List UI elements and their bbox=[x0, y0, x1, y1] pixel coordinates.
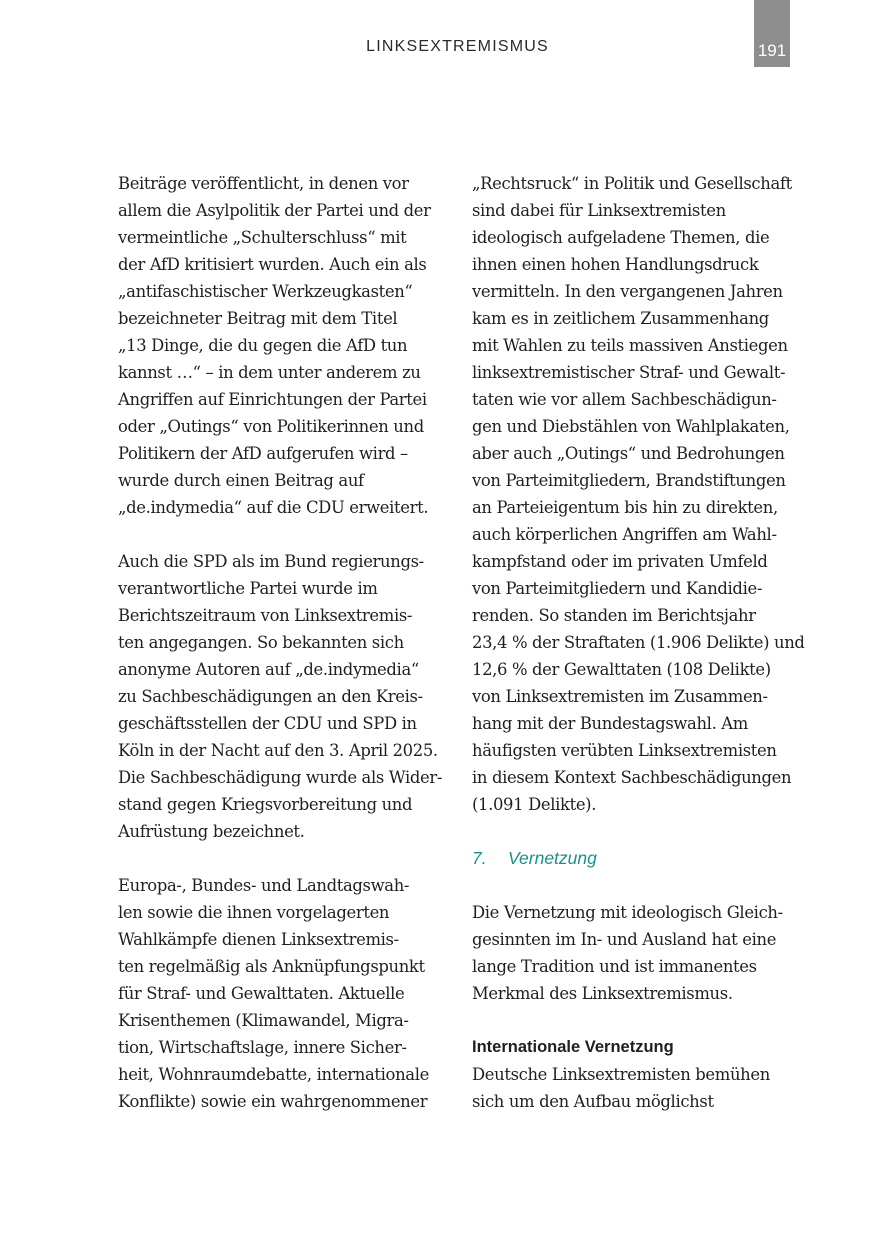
section-title: Vernetzung bbox=[508, 848, 597, 868]
left-column bbox=[118, 170, 443, 1115]
text-line: geschäftsstellen der CDU und SPD in bbox=[118, 714, 417, 733]
paragraph-gap bbox=[472, 818, 794, 845]
text-line: (1.091 Delikte). bbox=[472, 795, 597, 814]
text-line: taten wie vor allem Sachbeschädigun- bbox=[472, 390, 777, 409]
paragraph bbox=[118, 548, 443, 845]
text-line: „Rechtsruck“ in Politik und Gesellschaft bbox=[472, 174, 792, 193]
text-line: bezeichneter Beitrag mit dem Titel bbox=[118, 309, 398, 328]
paragraph-gap bbox=[118, 521, 440, 548]
text-line: sind dabei für Linksextremisten bbox=[472, 201, 726, 220]
paragraph-gap bbox=[118, 845, 440, 872]
text-line: kampfstand oder im privaten Umfeld bbox=[472, 552, 768, 571]
text-line: heit, Wohnraumdebatte, internationale bbox=[118, 1065, 429, 1084]
text-line: sich um den Aufbau möglichst bbox=[472, 1092, 714, 1111]
text-line: tion, Wirtschaftslage, innere Sicher- bbox=[118, 1038, 407, 1057]
section-heading bbox=[472, 845, 794, 872]
text-line: Angriffen auf Einrichtungen der Partei bbox=[118, 390, 427, 409]
text-line: aber auch „Outings“ und Bedrohungen bbox=[472, 444, 785, 463]
text-line: lange Tradition und ist immanentes bbox=[472, 957, 757, 976]
text-line: Wahlkämpfe dienen Linksextremis- bbox=[118, 930, 399, 949]
text-line: häufigsten verübten Linksextremisten bbox=[472, 741, 777, 760]
text-line: Merkmal des Linksextremismus. bbox=[472, 984, 733, 1003]
paragraph bbox=[118, 170, 440, 521]
text-line: wurde durch einen Beitrag auf bbox=[118, 471, 364, 490]
text-line: „de.indymedia“ auf die CDU erweitert. bbox=[118, 498, 429, 517]
paragraph-rechtsruck bbox=[472, 170, 805, 818]
text-line: vermeintliche „Schulterschluss“ mit bbox=[118, 228, 407, 247]
text-line: „13 Dinge, die du gegen die AfD tun bbox=[118, 336, 408, 355]
text-line: Aufrüstung bezeichnet. bbox=[118, 822, 305, 841]
text-line: linksextremistischer Straf- und Gewalt- bbox=[472, 363, 786, 382]
text-line: stand gegen Kriegsvorbereitung und bbox=[118, 795, 413, 814]
text-line: von Parteimitgliedern, Brandstiftungen bbox=[472, 471, 786, 490]
text-line: allem die Asylpolitik der Partei und der bbox=[118, 201, 431, 220]
text-line: Die Vernetzung mit ideologisch Gleich- bbox=[472, 903, 783, 922]
running-title: LINKSEXTREMISMUS bbox=[366, 38, 549, 55]
paragraph-international bbox=[472, 1061, 794, 1115]
text-line: Europa-, Bundes- und Landtagswah- bbox=[118, 876, 410, 895]
text-line: zu Sachbeschädigungen an den Kreis- bbox=[118, 687, 423, 706]
paragraph-gap bbox=[472, 1007, 794, 1034]
text-line: hang mit der Bundestagswahl. Am bbox=[472, 714, 748, 733]
text-line: Auch die SPD als im Bund regierungs- bbox=[118, 552, 424, 571]
text-line: Politikern der AfD aufgerufen wird – bbox=[118, 444, 408, 463]
paragraph-vernetzung bbox=[472, 899, 794, 1007]
text-line: gesinnten im In- und Ausland hat eine bbox=[472, 930, 777, 949]
text-line: in diesem Kontext Sachbeschädigungen bbox=[472, 768, 792, 787]
text-line: Konflikte) sowie ein wahrgenommener bbox=[118, 1092, 428, 1111]
text-line: ideologisch aufgeladene Themen, die bbox=[472, 228, 770, 247]
text-line: ten regelmäßig als Anknüpfungspunkt bbox=[118, 957, 425, 976]
text-line: gen und Diebstählen von Wahlplakaten, bbox=[472, 417, 790, 436]
text-line: verantwortliche Partei wurde im bbox=[118, 579, 378, 598]
text-line: kannst …“ – in dem unter anderem zu bbox=[118, 363, 421, 382]
text-line: 12,6 % der Gewalttaten (108 Delikte) bbox=[472, 660, 771, 679]
text-line: ten angegangen. So bekannten sich bbox=[118, 633, 404, 652]
page-number: 191 bbox=[757, 41, 787, 60]
paragraph-gap bbox=[472, 872, 794, 899]
text-line: Deutsche Linksextremisten bemühen bbox=[472, 1065, 770, 1084]
text-line: Berichtszeitraum von Linksextremis- bbox=[118, 606, 413, 625]
text-line: an Parteieigentum bis hin zu direkten, bbox=[472, 498, 778, 517]
text-line: für Straf- und Gewalttaten. Aktuelle bbox=[118, 984, 405, 1003]
text-line: Die Sachbeschädigung wurde als Wider- bbox=[118, 768, 443, 787]
text-line: von Parteimitgliedern und Kandidie- bbox=[472, 579, 763, 598]
text-line: len sowie die ihnen vorgelagerten bbox=[118, 903, 390, 922]
right-column bbox=[472, 170, 805, 1115]
text-line: Beiträge veröffentlicht, in denen vor bbox=[118, 174, 409, 193]
text-line: anonyme Autoren auf „de.indymedia“ bbox=[118, 660, 419, 679]
section-number: 7. bbox=[472, 848, 487, 868]
subheading-internationale-vernetzung: Internationale Vernetzung bbox=[472, 1038, 674, 1056]
text-line: ihnen einen hohen Handlungsdruck bbox=[472, 255, 759, 274]
text-line: kam es in zeitlichem Zusammenhang bbox=[472, 309, 769, 328]
paragraph bbox=[118, 872, 440, 1115]
text-line: Köln in der Nacht auf den 3. April 2025. bbox=[118, 741, 438, 760]
text-line: mit Wahlen zu teils massiven Anstiegen bbox=[472, 336, 788, 355]
text-line: vermitteln. In den vergangenen Jahren bbox=[472, 282, 783, 301]
text-line: oder „Outings“ von Politikerinnen und bbox=[118, 417, 424, 436]
text-line: 23,4 % der Straftaten (1.906 Delikte) und bbox=[472, 633, 805, 652]
text-line: renden. So standen im Berichtsjahr bbox=[472, 606, 756, 625]
text-line: von Linksextremisten im Zusammen- bbox=[472, 687, 768, 706]
page-number-tab bbox=[754, 0, 790, 67]
text-line: auch körperlichen Angriffen am Wahl- bbox=[472, 525, 777, 544]
text-line: „antifaschistischer Werkzeugkasten“ bbox=[118, 282, 413, 301]
text-line: der AfD kritisiert wurden. Auch ein als bbox=[118, 255, 427, 274]
text-line: Krisenthemen (Klimawandel, Migra- bbox=[118, 1011, 409, 1030]
